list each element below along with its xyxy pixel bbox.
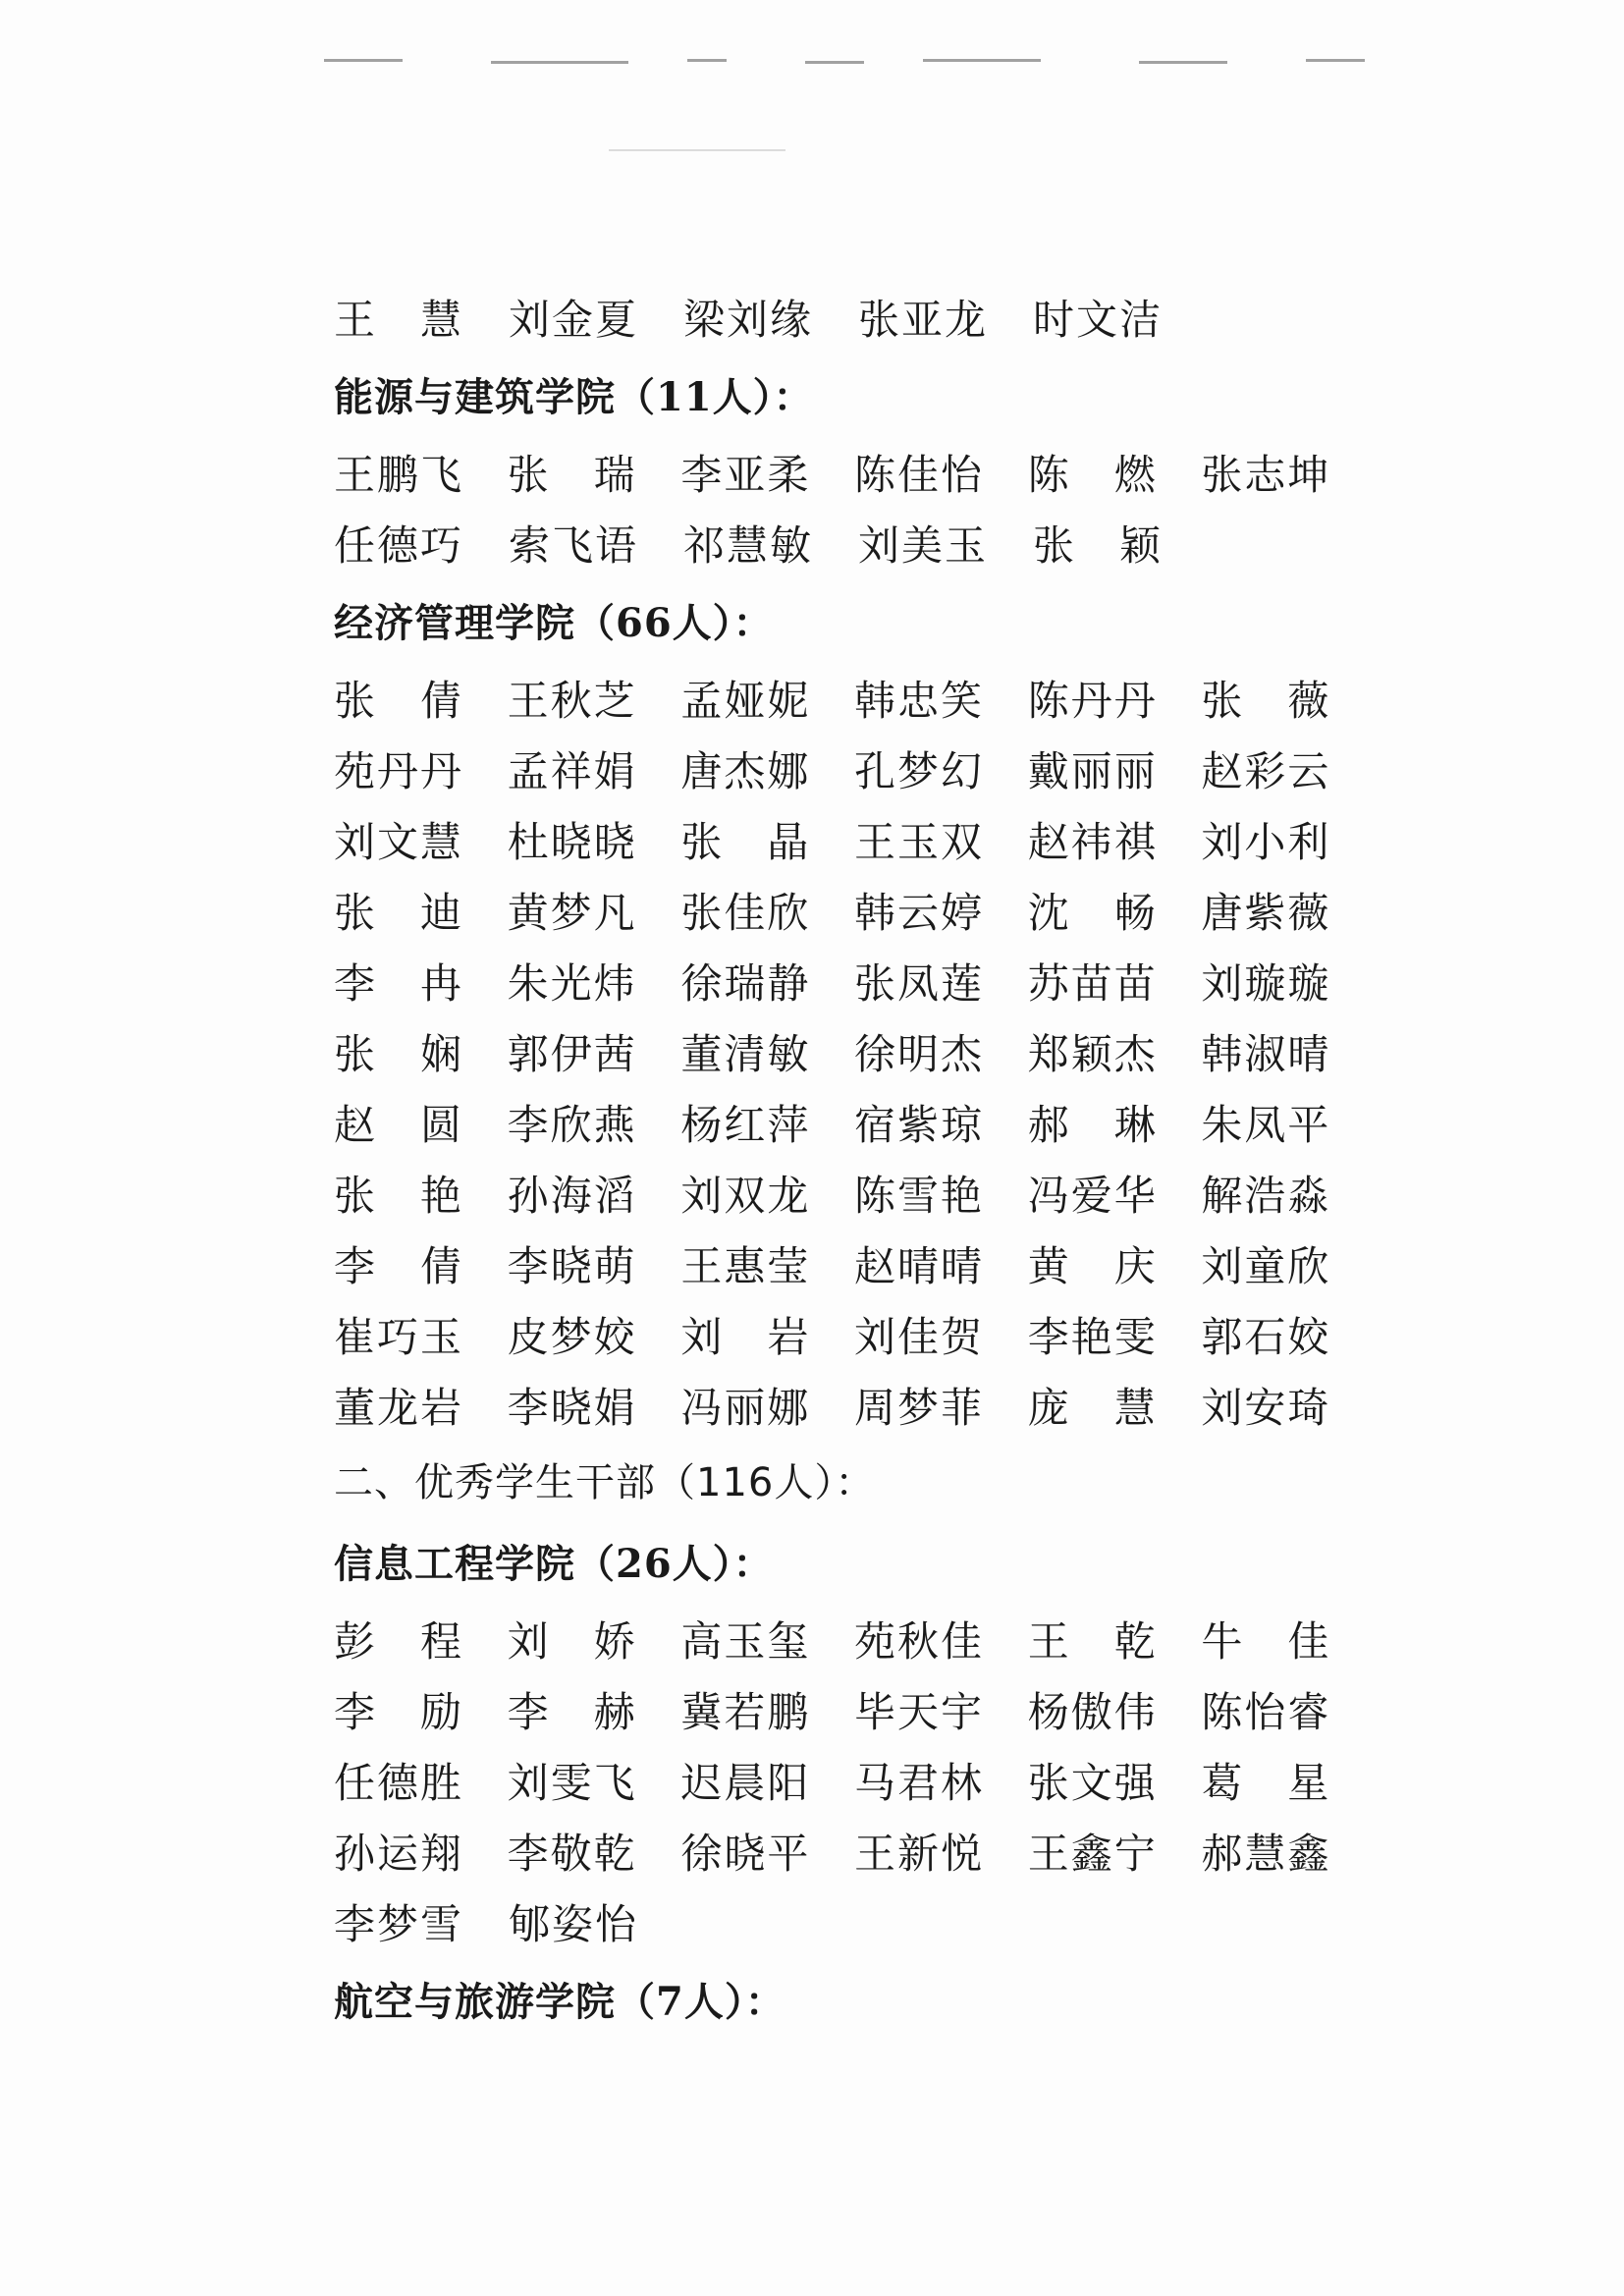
student-name: 刘璇璇 xyxy=(1201,959,1331,1008)
student-name: 孙运翔 xyxy=(334,1830,464,1878)
student-name: 李亚柔 xyxy=(680,451,811,499)
student-name: 韩忠笑 xyxy=(854,677,985,725)
student-name: 刘安琦 xyxy=(1201,1384,1331,1432)
name-row xyxy=(334,1302,1375,1373)
name-row xyxy=(334,1231,1375,1302)
student-name: 张佳欣 xyxy=(680,889,811,937)
student-name: 杨红萍 xyxy=(680,1101,811,1149)
name-row xyxy=(334,666,1375,737)
student-name: 朱凤平 xyxy=(1201,1101,1331,1149)
scan-artifact xyxy=(1139,61,1227,64)
student-name: 王玉双 xyxy=(854,818,985,866)
student-name: 张 晶 xyxy=(680,818,811,866)
student-name: 李晓萌 xyxy=(507,1242,637,1290)
college-group xyxy=(334,1522,1375,1960)
student-name: 韩云婷 xyxy=(854,889,985,937)
student-name: 董龙岩 xyxy=(334,1384,464,1432)
student-name: 彭 程 xyxy=(334,1617,464,1666)
student-name: 高玉玺 xyxy=(680,1617,811,1666)
student-name: 庞 慧 xyxy=(1027,1384,1158,1432)
student-name: 苑秋佳 xyxy=(854,1617,985,1666)
student-name: 任德胜 xyxy=(334,1759,464,1807)
student-name: 黄梦凡 xyxy=(507,889,637,937)
student-name: 冯丽娜 xyxy=(680,1384,811,1432)
student-name: 朱光炜 xyxy=(507,959,637,1008)
student-name: 陈佳怡 xyxy=(854,451,985,499)
student-name: 张凤莲 xyxy=(854,959,985,1008)
student-name: 张 薇 xyxy=(1201,677,1331,725)
student-name: 李艳雯 xyxy=(1027,1313,1158,1361)
student-name: 郑颖杰 xyxy=(1027,1030,1158,1078)
student-name: 孔梦幻 xyxy=(854,747,985,795)
student-name: 刘双龙 xyxy=(680,1172,811,1220)
name-row xyxy=(334,1019,1375,1090)
student-name: 任德巧 xyxy=(334,521,464,570)
student-name: 戴丽丽 xyxy=(1027,747,1158,795)
student-name: 黄 庆 xyxy=(1027,1242,1158,1290)
student-name: 张志坤 xyxy=(1201,451,1331,499)
student-name: 解浩淼 xyxy=(1201,1172,1331,1220)
student-name: 祁慧敏 xyxy=(683,521,814,570)
student-name: 刘金夏 xyxy=(509,296,639,344)
student-name: 马君林 xyxy=(854,1759,985,1807)
scan-artifact xyxy=(923,59,1041,62)
student-name: 张 瑞 xyxy=(507,451,637,499)
student-name: 郭石姣 xyxy=(1201,1313,1331,1361)
student-name: 刘童欣 xyxy=(1201,1242,1331,1290)
name-row xyxy=(334,1090,1375,1161)
student-name: 王秋芝 xyxy=(507,677,637,725)
student-name: 李敬乾 xyxy=(507,1830,637,1878)
student-name: 徐瑞静 xyxy=(680,959,811,1008)
student-name: 张文强 xyxy=(1027,1759,1158,1807)
student-name: 王鹏飞 xyxy=(334,451,464,499)
student-name: 宿紫琼 xyxy=(854,1101,985,1149)
student-name: 赵祎祺 xyxy=(1027,818,1158,866)
student-name: 苑丹丹 xyxy=(334,747,464,795)
student-name: 郭伊茜 xyxy=(507,1030,637,1078)
student-name: 郝慧鑫 xyxy=(1201,1830,1331,1878)
student-name: 陈丹丹 xyxy=(1027,677,1158,725)
student-name: 张 倩 xyxy=(334,677,464,725)
student-name: 孙海滔 xyxy=(507,1172,637,1220)
college-group xyxy=(334,581,1375,1444)
name-list xyxy=(334,285,1375,2045)
student-name: 赵彩云 xyxy=(1201,747,1331,795)
student-name: 孟祥娟 xyxy=(507,747,637,795)
name-row xyxy=(334,285,1375,355)
scan-artifact xyxy=(609,149,785,151)
student-name: 唐紫薇 xyxy=(1201,889,1331,937)
name-row xyxy=(334,1748,1375,1819)
name-row xyxy=(334,511,1375,581)
student-name: 韩淑晴 xyxy=(1201,1030,1331,1078)
student-name: 李 倩 xyxy=(334,1242,464,1290)
student-name: 索飞语 xyxy=(509,521,639,570)
student-name: 葛 星 xyxy=(1201,1759,1331,1807)
college-heading: 能源与建筑学院（11人）： xyxy=(334,374,814,420)
student-name: 皮梦姣 xyxy=(507,1313,637,1361)
student-name: 郇姿怡 xyxy=(509,1900,639,1948)
student-name: 杨傲伟 xyxy=(1027,1688,1158,1736)
name-row xyxy=(334,1373,1375,1444)
student-name: 张 娴 xyxy=(334,1030,464,1078)
student-name: 毕天宇 xyxy=(854,1688,985,1736)
student-name: 王 乾 xyxy=(1027,1617,1158,1666)
student-name: 张 颖 xyxy=(1033,521,1164,570)
student-name: 王 慧 xyxy=(334,296,464,344)
student-name: 李 励 xyxy=(334,1688,464,1736)
scan-artifact xyxy=(1306,59,1365,62)
student-name: 张亚龙 xyxy=(858,296,989,344)
student-name: 牛 佳 xyxy=(1201,1617,1331,1666)
continued-list xyxy=(334,285,1375,355)
student-name: 赵 圆 xyxy=(334,1101,464,1149)
scan-artifact xyxy=(324,59,403,62)
student-name: 刘 娇 xyxy=(507,1617,637,1666)
name-row xyxy=(334,1889,1375,1960)
name-row xyxy=(334,737,1375,807)
scan-artifact xyxy=(687,59,727,62)
student-name: 张 迪 xyxy=(334,889,464,937)
student-name: 刘文慧 xyxy=(334,818,464,866)
student-name: 周梦菲 xyxy=(854,1384,985,1432)
student-name: 董清敏 xyxy=(680,1030,811,1078)
college-heading: 航空与旅游学院（7人）： xyxy=(334,1979,785,2025)
student-name: 张 艳 xyxy=(334,1172,464,1220)
student-name: 唐杰娜 xyxy=(680,747,811,795)
student-name: 李欣燕 xyxy=(507,1101,637,1149)
student-name: 刘雯飞 xyxy=(507,1759,637,1807)
student-name: 刘佳贺 xyxy=(854,1313,985,1361)
college-group xyxy=(334,1960,1375,2045)
section-title: 二、优秀学生干部（116人）： xyxy=(334,1460,876,1505)
student-name: 赵晴晴 xyxy=(854,1242,985,1290)
student-name: 李 赫 xyxy=(507,1688,637,1736)
student-name: 王鑫宁 xyxy=(1027,1830,1158,1878)
name-row xyxy=(334,878,1375,949)
name-row xyxy=(334,1819,1375,1889)
student-name: 郝 琳 xyxy=(1027,1101,1158,1149)
student-name: 王新悦 xyxy=(854,1830,985,1878)
scan-artifact xyxy=(491,61,628,64)
student-name: 冯爱华 xyxy=(1027,1172,1158,1220)
student-name: 刘 岩 xyxy=(680,1313,811,1361)
student-name: 陈 燃 xyxy=(1027,451,1158,499)
name-row xyxy=(334,1161,1375,1231)
student-name: 孟娅妮 xyxy=(680,677,811,725)
student-name: 冀若鹏 xyxy=(680,1688,811,1736)
student-name: 李 冉 xyxy=(334,959,464,1008)
student-name: 杜晓晓 xyxy=(507,818,637,866)
student-name: 苏苗苗 xyxy=(1027,959,1158,1008)
college-heading: 信息工程学院（26人）： xyxy=(334,1541,774,1587)
name-row xyxy=(334,1607,1375,1677)
student-name: 刘小利 xyxy=(1201,818,1331,866)
student-name: 迟晨阳 xyxy=(680,1759,811,1807)
student-name: 陈雪艳 xyxy=(854,1172,985,1220)
college-group xyxy=(334,355,1375,581)
student-name: 徐明杰 xyxy=(854,1030,985,1078)
name-row xyxy=(334,949,1375,1019)
student-name: 徐晓平 xyxy=(680,1830,811,1878)
student-name: 李晓娟 xyxy=(507,1384,637,1432)
student-name: 李梦雪 xyxy=(334,1900,464,1948)
student-name: 王惠莹 xyxy=(680,1242,811,1290)
name-row xyxy=(334,440,1375,511)
college-heading: 经济管理学院（66人）： xyxy=(334,600,774,646)
student-name: 崔巧玉 xyxy=(334,1313,464,1361)
student-name: 沈 畅 xyxy=(1027,889,1158,937)
student-name: 刘美玉 xyxy=(858,521,989,570)
student-name: 时文洁 xyxy=(1033,296,1164,344)
scan-artifact xyxy=(805,61,864,64)
name-row xyxy=(334,807,1375,878)
name-row xyxy=(334,1677,1375,1748)
student-name: 梁刘缘 xyxy=(683,296,814,344)
student-name: 陈怡睿 xyxy=(1201,1688,1331,1736)
